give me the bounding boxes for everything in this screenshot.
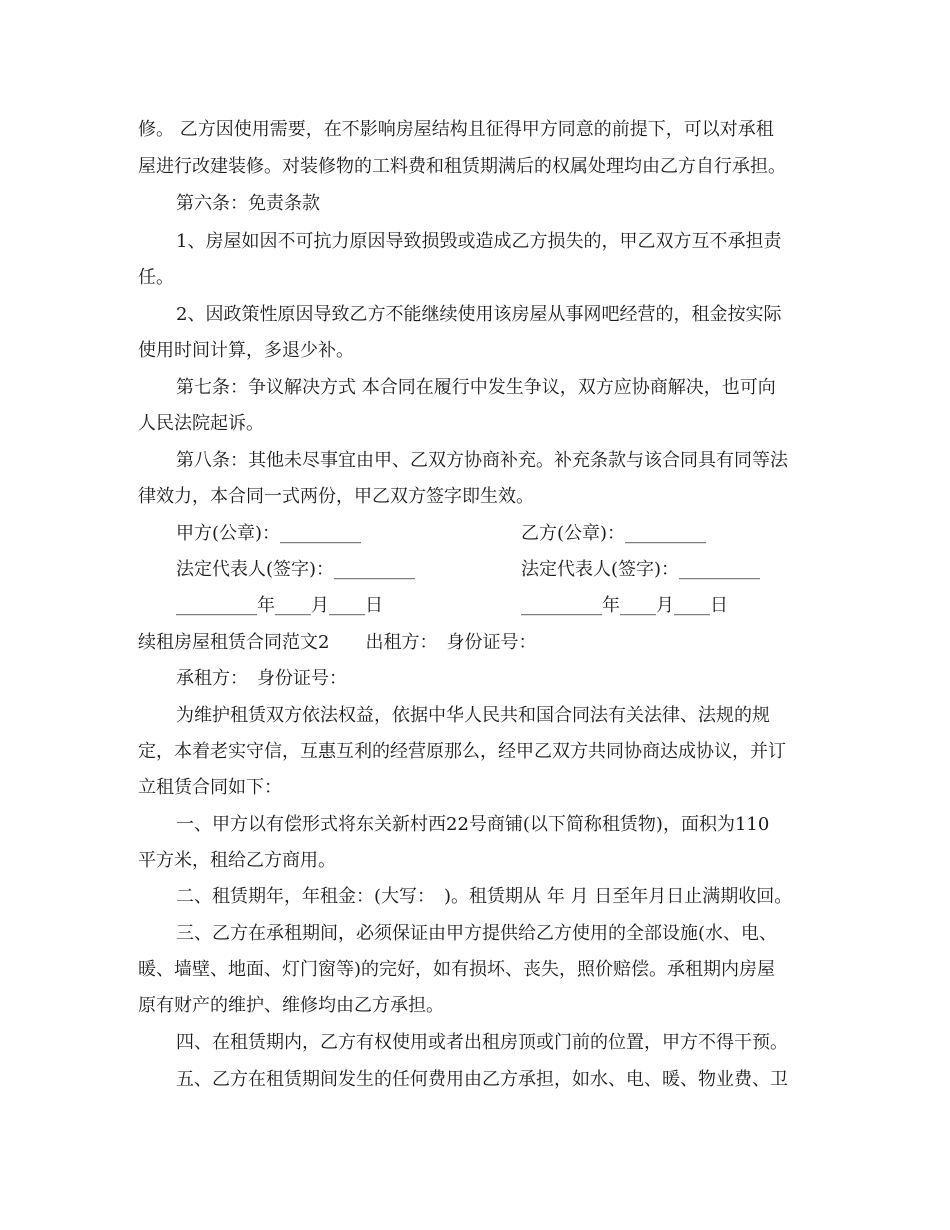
lessee-line: 承租方： 身份证号： <box>176 668 347 689</box>
party-a-representative: 法定代表人(签字)：_________ <box>176 559 416 580</box>
paragraph-line: 律效力，本合同一式两份，甲乙双方签字即生效。 <box>138 486 534 507</box>
paragraph-line: 二、租赁期年，年租金：(大写： )。租赁期从 年 月 日至年月日止满期收回。 <box>176 886 793 907</box>
paragraph-line: 三、乙方在承租期间，必须保证由甲方提供给乙方使用的全部设施(水、电、 <box>176 923 778 944</box>
paragraph-line: 立租赁合同如下： <box>138 777 282 798</box>
paragraph-line: 修。 乙方因使用需要，在不影响房屋结构且征得甲方同意的前提下，可以对承租 <box>138 119 774 140</box>
paragraph-line: 第八条：其他未尽事宜由甲、乙双方协商补充。补充条款与该合同具有同等法 <box>176 450 788 471</box>
party-a-seal: 甲方(公章)：_________ <box>176 523 362 544</box>
paragraph-line: 第七条：争议解决方式 本合同在履行中发生争议，双方应协商解决，也可向 <box>176 377 776 398</box>
paragraph-line: 一、甲方以有偿形式将东关新村西22号商铺(以下简称租赁物)，面积为110 <box>176 814 770 835</box>
party-b-date: _________年____月____日 <box>521 595 728 616</box>
paragraph-line: 四、在租赁期内，乙方有权使用或者出租房顶或门前的位置，甲方不得干预。 <box>176 1032 788 1053</box>
paragraph-line: 定，本着老实守信，互惠互利的经营原那么，经甲乙双方共同协商达成协议，并订 <box>138 741 786 762</box>
paragraph-line: 平方米，租给乙方商用。 <box>138 850 336 871</box>
paragraph-line: 使用时间计算，多退少补。 <box>138 340 354 361</box>
paragraph-line: 2、因政策性原因导致乙方不能继续使用该房屋从事网吧经营的，租金按实际 <box>176 304 782 325</box>
paragraph-line: 任。 <box>138 267 174 288</box>
party-b-representative: 法定代表人(签字)：_________ <box>521 559 761 580</box>
paragraph-line: 屋进行改建装修。对装修物的工料费和租赁期满后的权属处理均由乙方自行承担。 <box>138 156 786 177</box>
paragraph-line: 1、房屋如因不可抗力原因导致损毁或造成乙方损失的，甲乙双方互不承担责 <box>176 231 782 252</box>
paragraph-line: 为维护租赁双方依法权益，依据中华人民共和国合同法有关法律、法规的规 <box>176 705 770 726</box>
party-b-seal: 乙方(公章)：_________ <box>521 523 707 544</box>
contract-title-line: 续租房屋租赁合同范文2 出租方： 身份证号： <box>138 632 537 653</box>
paragraph-line: 原有财产的维护、维修均由乙方承担。 <box>138 995 444 1016</box>
article-heading: 第六条：免责条款 <box>176 193 320 214</box>
paragraph-line: 五、乙方在租赁期间发生的任何费用由乙方承担，如水、电、暖、物业费、卫 <box>176 1069 788 1090</box>
paragraph-line: 暖、墙壁、地面、灯门窗等)的完好，如有损坏、丧失，照价赔偿。承租期内房屋 <box>138 959 776 980</box>
party-a-date: _________年____月____日 <box>176 595 383 616</box>
paragraph-line: 人民法院起诉。 <box>138 413 264 434</box>
